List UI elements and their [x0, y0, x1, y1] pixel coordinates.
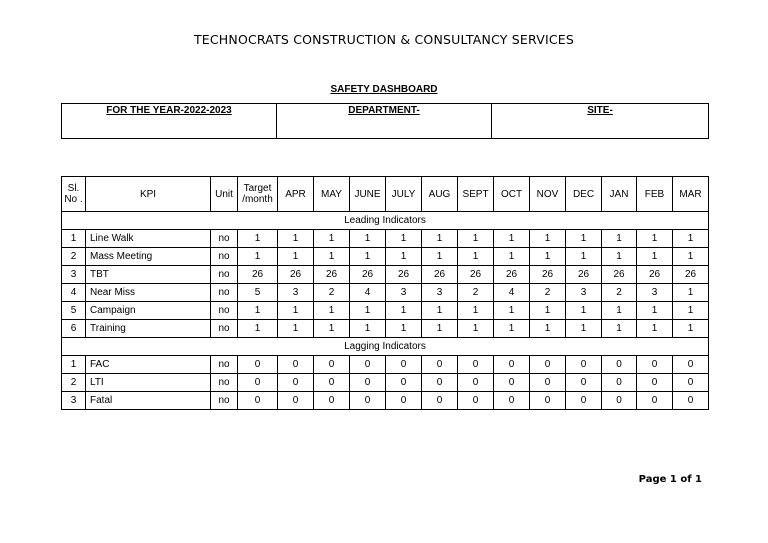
table-body	[62, 212, 709, 410]
table-cell: 1	[386, 320, 422, 338]
table-cell: 0	[637, 392, 673, 410]
table-cell: 0	[637, 374, 673, 392]
table-cell: 1	[494, 248, 530, 266]
table-cell: 1	[494, 230, 530, 248]
table-cell: 1	[602, 302, 637, 320]
table-cell: 1	[238, 230, 278, 248]
table-cell: 0	[494, 374, 530, 392]
table-cell: 1	[494, 302, 530, 320]
table-cell: no	[211, 266, 238, 284]
table-cell: 4	[350, 284, 386, 302]
kpi-table	[61, 176, 709, 410]
column-header: JAN	[602, 177, 637, 212]
table-cell: 3	[422, 284, 458, 302]
table-cell: 0	[530, 374, 566, 392]
table-cell: 1	[314, 302, 350, 320]
table-cell: 1	[314, 320, 350, 338]
table-cell: 0	[458, 356, 494, 374]
table-cell: 0	[350, 392, 386, 410]
table-cell: 0	[278, 356, 314, 374]
kpi-name-cell: Campaign	[86, 302, 211, 320]
column-header: Unit	[211, 177, 238, 212]
table-row	[62, 248, 709, 266]
table-cell: 0	[566, 374, 602, 392]
table-header-row	[62, 177, 709, 212]
table-cell: no	[211, 230, 238, 248]
table-cell: 1	[566, 230, 602, 248]
table-cell: 1	[637, 230, 673, 248]
table-cell: 1	[566, 302, 602, 320]
table-cell: 0	[494, 356, 530, 374]
table-cell: 1	[278, 248, 314, 266]
table-cell: 1	[458, 320, 494, 338]
table-cell: 26	[278, 266, 314, 284]
table-cell: 1	[673, 302, 709, 320]
table-cell: 1	[422, 302, 458, 320]
table-cell: 1	[637, 248, 673, 266]
table-cell: 26	[458, 266, 494, 284]
table-row	[62, 230, 709, 248]
table-cell: 1	[238, 320, 278, 338]
table-cell: 0	[673, 392, 709, 410]
table-cell: 1	[278, 302, 314, 320]
table-cell: 1	[673, 320, 709, 338]
table-cell: 1	[530, 320, 566, 338]
column-header: KPI	[86, 177, 211, 212]
table-cell: 1	[386, 230, 422, 248]
table-cell: 0	[458, 392, 494, 410]
column-header: SEPT	[458, 177, 494, 212]
company-name: TECHNOCRATS CONSTRUCTION & CONSULTANCY SERVICES	[193, 32, 575, 47]
table-cell: no	[211, 284, 238, 302]
table-cell: 1	[238, 248, 278, 266]
table-cell: 26	[566, 266, 602, 284]
table-cell: 1	[637, 302, 673, 320]
table-cell: 1	[458, 302, 494, 320]
column-header: OCT	[494, 177, 530, 212]
kpi-name-cell: Fatal	[86, 392, 211, 410]
table-cell: 0	[422, 392, 458, 410]
table-row	[62, 320, 709, 338]
kpi-name-cell: Line Walk	[86, 230, 211, 248]
column-header: Target /month	[238, 177, 278, 212]
column-header: APR	[278, 177, 314, 212]
table-cell: 0	[422, 356, 458, 374]
table-cell: 1	[422, 320, 458, 338]
section-title: Leading Indicators	[62, 212, 709, 230]
table-cell: 0	[566, 356, 602, 374]
table-cell: 0	[458, 374, 494, 392]
table-cell: 0	[494, 392, 530, 410]
table-cell: 1	[350, 302, 386, 320]
table-cell: 5	[238, 284, 278, 302]
table-cell: 0	[386, 392, 422, 410]
table-cell: 5	[62, 302, 86, 320]
section-row	[62, 338, 709, 356]
table-cell: 1	[350, 320, 386, 338]
table-cell: 0	[278, 392, 314, 410]
table-cell: 3	[62, 266, 86, 284]
table-cell: 1	[602, 320, 637, 338]
table-cell: 1	[458, 248, 494, 266]
table-cell: 2	[602, 284, 637, 302]
table-cell: 0	[673, 356, 709, 374]
table-cell: 1	[422, 230, 458, 248]
table-cell: 0	[602, 392, 637, 410]
kpi-name-cell: Mass Meeting	[86, 248, 211, 266]
table-cell: 0	[673, 374, 709, 392]
table-cell: 1	[238, 302, 278, 320]
table-cell: 26	[314, 266, 350, 284]
kpi-name-cell: FAC	[86, 356, 211, 374]
table-cell: 0	[350, 374, 386, 392]
table-cell: 0	[386, 356, 422, 374]
table-cell: 1	[62, 356, 86, 374]
table-cell: 0	[566, 392, 602, 410]
column-header: FEB	[637, 177, 673, 212]
column-header: MAR	[673, 177, 709, 212]
table-cell: 1	[530, 230, 566, 248]
table-cell: 0	[422, 374, 458, 392]
table-cell: 0	[314, 392, 350, 410]
table-cell: 4	[494, 284, 530, 302]
kpi-name-cell: Near Miss	[86, 284, 211, 302]
table-cell: 0	[238, 392, 278, 410]
kpi-name-cell: LTI	[86, 374, 211, 392]
table-cell: 2	[62, 374, 86, 392]
dashboard-title: SAFETY DASHBOARD	[330, 84, 438, 95]
table-cell: 1	[386, 302, 422, 320]
table-cell: 0	[238, 374, 278, 392]
table-cell: 26	[530, 266, 566, 284]
table-cell: 2	[458, 284, 494, 302]
table-cell: 1	[566, 248, 602, 266]
department-cell: DEPARTMENT-	[277, 104, 492, 139]
table-cell: 3	[566, 284, 602, 302]
table-cell: 1	[350, 248, 386, 266]
table-cell: no	[211, 248, 238, 266]
table-cell: 0	[278, 374, 314, 392]
table-cell: 26	[422, 266, 458, 284]
table-cell: 26	[637, 266, 673, 284]
page-number: Page 1 of 1	[638, 474, 702, 485]
table-cell: no	[211, 320, 238, 338]
kpi-name-cell: TBT	[86, 266, 211, 284]
table-cell: 1	[314, 248, 350, 266]
table-cell: 2	[62, 248, 86, 266]
table-cell: 0	[530, 356, 566, 374]
table-cell: 1	[62, 230, 86, 248]
table-cell: 26	[673, 266, 709, 284]
column-header: MAY	[314, 177, 350, 212]
table-cell: 2	[530, 284, 566, 302]
table-cell: 0	[238, 356, 278, 374]
table-cell: 1	[673, 230, 709, 248]
site-cell: SITE-	[492, 104, 709, 139]
table-cell: 1	[602, 230, 637, 248]
table-cell: 1	[566, 320, 602, 338]
table-row	[62, 392, 709, 410]
table-cell: 6	[62, 320, 86, 338]
column-header: NOV	[530, 177, 566, 212]
table-cell: 1	[602, 248, 637, 266]
table-cell: 26	[602, 266, 637, 284]
table-cell: 0	[386, 374, 422, 392]
table-cell: 1	[673, 248, 709, 266]
table-cell: 3	[278, 284, 314, 302]
table-cell: 1	[530, 248, 566, 266]
table-cell: 3	[386, 284, 422, 302]
table-cell: 1	[386, 248, 422, 266]
table-cell: 1	[422, 248, 458, 266]
column-header: DEC	[566, 177, 602, 212]
table-cell: 1	[458, 230, 494, 248]
table-cell: 26	[386, 266, 422, 284]
table-cell: 0	[637, 356, 673, 374]
table-cell: 1	[673, 284, 709, 302]
table-row	[62, 356, 709, 374]
table-cell: 0	[350, 356, 386, 374]
table-row	[62, 284, 709, 302]
column-header: Sl. No .	[62, 177, 86, 212]
table-cell: 1	[530, 302, 566, 320]
table-cell: no	[211, 374, 238, 392]
table-cell: no	[211, 302, 238, 320]
table-cell: 4	[62, 284, 86, 302]
table-cell: 1	[278, 230, 314, 248]
table-cell: 2	[314, 284, 350, 302]
table-cell: 0	[602, 374, 637, 392]
column-header: JUNE	[350, 177, 386, 212]
table-cell: 1	[494, 320, 530, 338]
table-cell: 0	[530, 392, 566, 410]
table-cell: 26	[350, 266, 386, 284]
info-table	[61, 103, 709, 139]
table-cell: 1	[314, 230, 350, 248]
table-cell: 1	[278, 320, 314, 338]
column-header: JULY	[386, 177, 422, 212]
table-cell: 1	[637, 320, 673, 338]
table-cell: 3	[62, 392, 86, 410]
table-cell: no	[211, 356, 238, 374]
year-cell: FOR THE YEAR-2022-2023	[62, 104, 277, 139]
table-cell: 0	[314, 356, 350, 374]
table-cell: 1	[350, 230, 386, 248]
table-cell: 26	[494, 266, 530, 284]
section-title: Lagging Indicators	[62, 338, 709, 356]
table-cell: 3	[637, 284, 673, 302]
table-cell: 26	[238, 266, 278, 284]
section-row	[62, 212, 709, 230]
kpi-name-cell: Training	[86, 320, 211, 338]
table-cell: 0	[314, 374, 350, 392]
column-header: AUG	[422, 177, 458, 212]
table-cell: 0	[602, 356, 637, 374]
table-cell: no	[211, 392, 238, 410]
table-row	[62, 302, 709, 320]
table-row	[62, 266, 709, 284]
table-row	[62, 374, 709, 392]
